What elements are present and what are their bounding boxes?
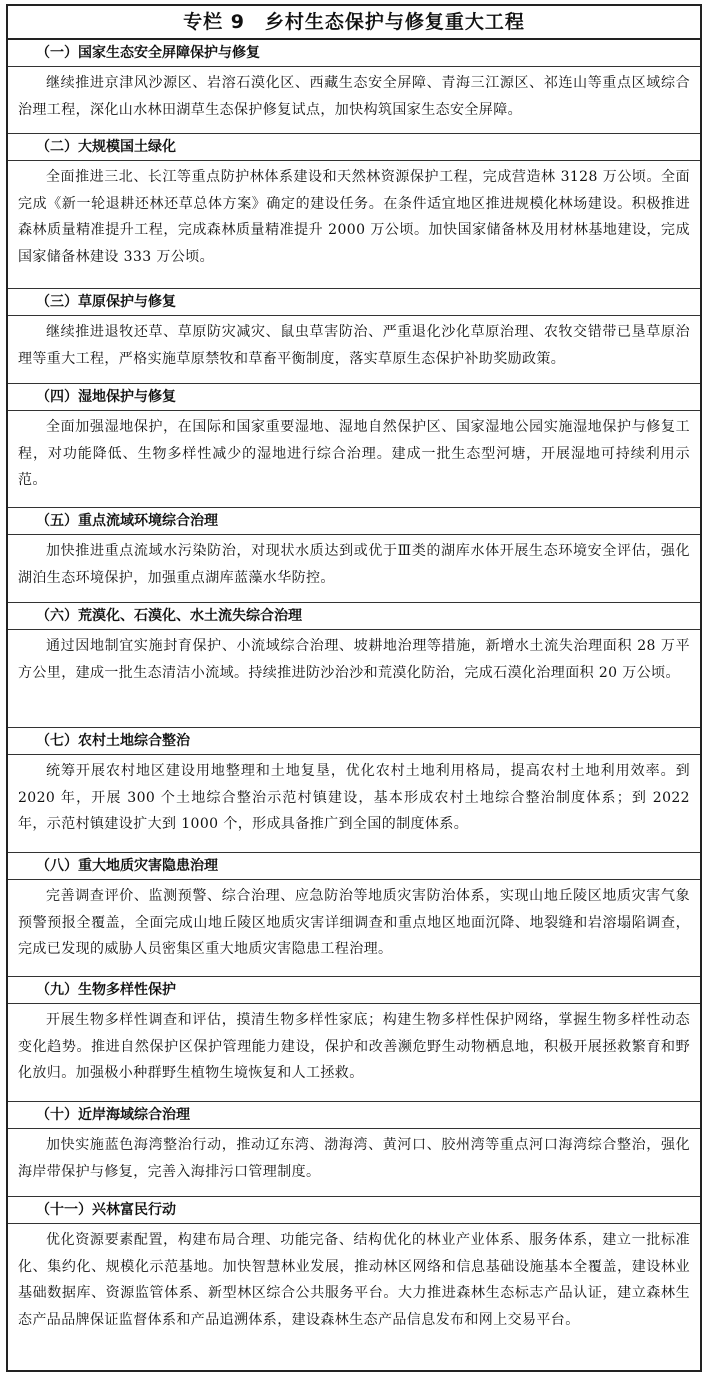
section-heading: （六）荒漠化、石漠化、水土流失综合治理: [8, 603, 700, 630]
section-body: 加快实施蓝色海湾整治行动，推动辽东湾、渤海湾、黄河口、胶州湾等重点河口海湾综合整治，强化海岸带保护与修复，完善入海排污口管理制度。: [18, 1137, 690, 1180]
section-heading: （十）近岸海域综合治理: [8, 1102, 700, 1129]
section-heading: （八）重大地质灾害隐患治理: [8, 853, 700, 880]
column-title: 专栏 9 乡村生态保护与修复重大工程: [8, 6, 700, 40]
section-body: 继续推进京津风沙源区、岩溶石漠化区、西藏生态安全屏障、青海三江源区、祁连山等重点区域综合治理工程，深化山水林田湖草生态保护修复试点，加快构筑国家生态安全屏障。: [18, 75, 690, 118]
section-3: [8, 289, 700, 384]
section-heading: （一）国家生态安全屏障保护与修复: [8, 40, 700, 67]
section-heading: （二）大规模国土绿化: [8, 134, 700, 161]
section-6: [8, 603, 700, 728]
section-11: [8, 1197, 700, 1370]
section-9: [8, 977, 700, 1102]
section-2: [8, 134, 700, 289]
section-body: 通过因地制宜实施封育保护、小流域综合治理、坡耕地治理等措施，新增水土流失治理面积 28 万平方公里，建成一批生态清洁小流域。持续推进防沙治沙和荒漠化防治，完成石漠化治理面积 20 万公顷。: [18, 638, 690, 681]
section-body: 全面推进三北、长江等重点防护林体系建设和天然林资源保护工程，完成营造林 3128 万公顷。全面完成《新一轮退耕还林还草总体方案》确定的建设任务。在条件适宜地区推进规模化林场建设。积极推进森林质量精准提升工程，完成森林质量精准提升 2000 万公顷。加快国家储备林及用材林基地建设，完成国家储备林建设 333 万公顷。: [18, 169, 690, 265]
section-10: [8, 1102, 700, 1197]
section-body: 开展生物多样性调查和评估，摸清生物多样性家底；构建生物多样性保护网络，掌握生物多样性动态变化趋势。推进自然保护区保护管理能力建设，保护和改善濒危野生动物栖息地，积极开展拯救繁育和野化放归。加强极小种群野生植物生境恢复和人工拯救。: [18, 1012, 690, 1081]
section-body: 全面加强湿地保护，在国际和国家重要湿地、湿地自然保护区、国家湿地公园实施湿地保护与修复工程，对功能降低、生物多样性减少的湿地进行综合治理。建成一批生态型河塘，开展湿地可持续利用示范。: [18, 419, 690, 488]
section-heading: （五）重点流域环境综合治理: [8, 508, 700, 535]
section-heading: （七）农村土地综合整治: [8, 728, 700, 755]
section-body: 优化资源要素配置，构建布局合理、功能完备、结构优化的林业产业体系、服务体系，建立一批标准化、集约化、规模化示范基地。加快智慧林业发展，推动林区网络和信息基础设施基本全覆盖，建设林业基础数据库、资源监管体系、新型林区综合公共服务平台。大力推进森林生态标志产品认证，建立森林生态产品品牌保证监督体系和产品追溯体系，建设森林生态产品信息发布和网上交易平台。: [18, 1232, 690, 1328]
section-1: [8, 40, 700, 134]
section-body: 统筹开展农村地区建设用地整理和土地复垦，优化农村土地利用格局，提高农村土地利用效率。到 2020 年，开展 300 个土地综合整治示范村镇建设，基本形成农村土地综合整治制度体系；到 2022 年，示范村镇建设扩大到 1000 个，形成具备推广到全国的制度体系。: [18, 763, 690, 832]
section-body: 加快推进重点流域水污染防治，对现状水质达到或优于Ⅲ类的湖库水体开展生态环境安全评估，强化湖泊生态环境保护，加强重点湖库蓝藻水华防控。: [18, 543, 690, 586]
section-heading: （三）草原保护与修复: [8, 289, 700, 316]
section-body: 完善调查评价、监测预警、综合治理、应急防治等地质灾害防治体系，实现山地丘陵区地质灾害气象预警预报全覆盖，全面完成山地丘陵区地质灾害详细调查和重点地区地面沉降、地裂缝和岩溶塌陷调查，完成已发现的威胁人员密集区重大地质灾害隐患工程治理。: [18, 888, 690, 957]
section-heading: （十一）兴林富民行动: [8, 1197, 700, 1224]
section-heading: （九）生物多样性保护: [8, 977, 700, 1004]
section-7: [8, 728, 700, 853]
section-8: [8, 853, 700, 977]
section-5: [8, 508, 700, 603]
section-4: [8, 384, 700, 508]
section-heading: （四）湿地保护与修复: [8, 384, 700, 411]
column-box: [6, 4, 702, 1372]
section-body: 继续推进退牧还草、草原防灾减灾、鼠虫草害防治、严重退化沙化草原治理、农牧交错带已垦草原治理等重大工程，严格实施草原禁牧和草畜平衡制度，落实草原生态保护补助奖励政策。: [18, 324, 690, 367]
